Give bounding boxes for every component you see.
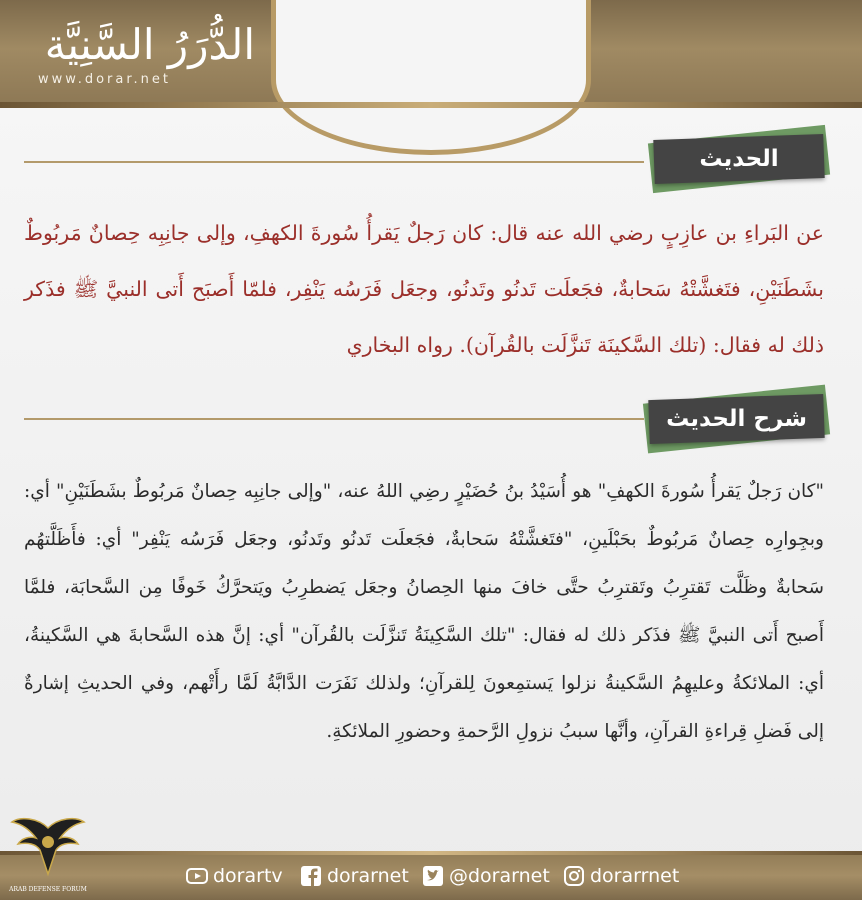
eagle-emblem-icon xyxy=(8,808,88,888)
dorar-logo[interactable] xyxy=(30,20,270,100)
facebook-handle: dorarnet xyxy=(327,864,409,887)
header-banner xyxy=(0,0,862,108)
sharh-section-label xyxy=(645,394,828,444)
sharh-section-title: شرح الحديث xyxy=(666,406,807,432)
twitter-handle: @dorarnet xyxy=(449,864,550,887)
facebook-link[interactable] xyxy=(300,851,409,900)
youtube-link[interactable] xyxy=(186,851,283,900)
youtube-icon xyxy=(186,865,208,887)
hadith-section-title: الحديث xyxy=(699,146,779,172)
instagram-icon xyxy=(563,865,585,887)
twitter-link[interactable] xyxy=(422,851,550,900)
logo-url: www.dorar.net xyxy=(38,72,171,87)
sharh-divider-line xyxy=(24,418,644,420)
twitter-icon xyxy=(422,865,444,887)
watermark-text: ARAB DEFENSE FORUM xyxy=(9,886,87,893)
instagram-link[interactable] xyxy=(563,851,679,900)
footer-bar xyxy=(0,851,862,900)
forum-watermark-badge xyxy=(8,808,88,898)
hadith-text: عن البَراءِ بن عازِبٍ رضي الله عنه قال: كان رَجلٌ يَقرأُ سُورةَ الكهفِ، وإلى جانِبِه حِصانٌ مَربُوطٌ بشَطَنَيْنِ، فتَغشَّتْهُ سَحابةٌ، فجَعلَت تَدنُو وتَدنُو، وجعَل فَرَسُه يَنْفِر، فلمّا أَصبَح أَتى النبيَّ ﷺ فذَكر ذلك له فقال: (تلك السَّكينَة تَنزَّلَت بالقُرآن). رواه البخاري xyxy=(24,221,824,357)
instagram-handle: dorarrnet xyxy=(590,864,680,887)
logo-title: الدُّرَرُ السَّنِيَّة xyxy=(44,20,255,69)
facebook-icon xyxy=(300,865,322,887)
hadith-divider-line xyxy=(24,161,644,163)
sharh-text: "كان رَجلٌ يَقرأُ سُورةَ الكهفِ" هو أُسَيْدُ بنُ حُضَيْرٍ رضِي اللهُ عنه، "وإلى جانِبِه حِصانٌ مَربُوطٌ بشَطَنَيْنِ" أي: وبجِوارِه حِصانٌ مَربُوطٌ بحَبْلَينِ، "فتَغشَّتْهُ سَحابةٌ، فجَعلَت تَدنُو وتَدنُو، وجعَل فَرَسُه يَنْفِر" أي: فأَظَلَّتهُم سَحابةٌ وظَلَّت تَقترِبُ وتَقترِبُ حتَّى خافَ منها الحِصانُ وجعَل يَضطرِبُ ويَتحرَّكُ خَوفًا مِن السَّحابَة، فلمَّا أَصبح أَتى النبيَّ ﷺ فذَكر ذلك له فقال: "تلك السَّكِينَةُ تَنزَّلَت بالقُرآن" أي: إنَّ هذه السَّحابةَ هي السَّكينةُ، أي: الملائكةُ وعليهِمُ السَّكينةُ نزلوا يَستمِعونَ لِلقرآنِ؛ ولذلك نَفَرَت الدَّابَّةُ لَمَّا رأَتْهم، وفي الحديثِ إشارةٌ إلى فَضلِ قِراءةِ القرآنِ، وأنَّها سببُ نزولِ الرَّحمةِ وحضورِ الملائكةِ. xyxy=(24,481,824,742)
hadith-section-label xyxy=(650,134,828,184)
youtube-handle: dorartv xyxy=(213,864,283,887)
